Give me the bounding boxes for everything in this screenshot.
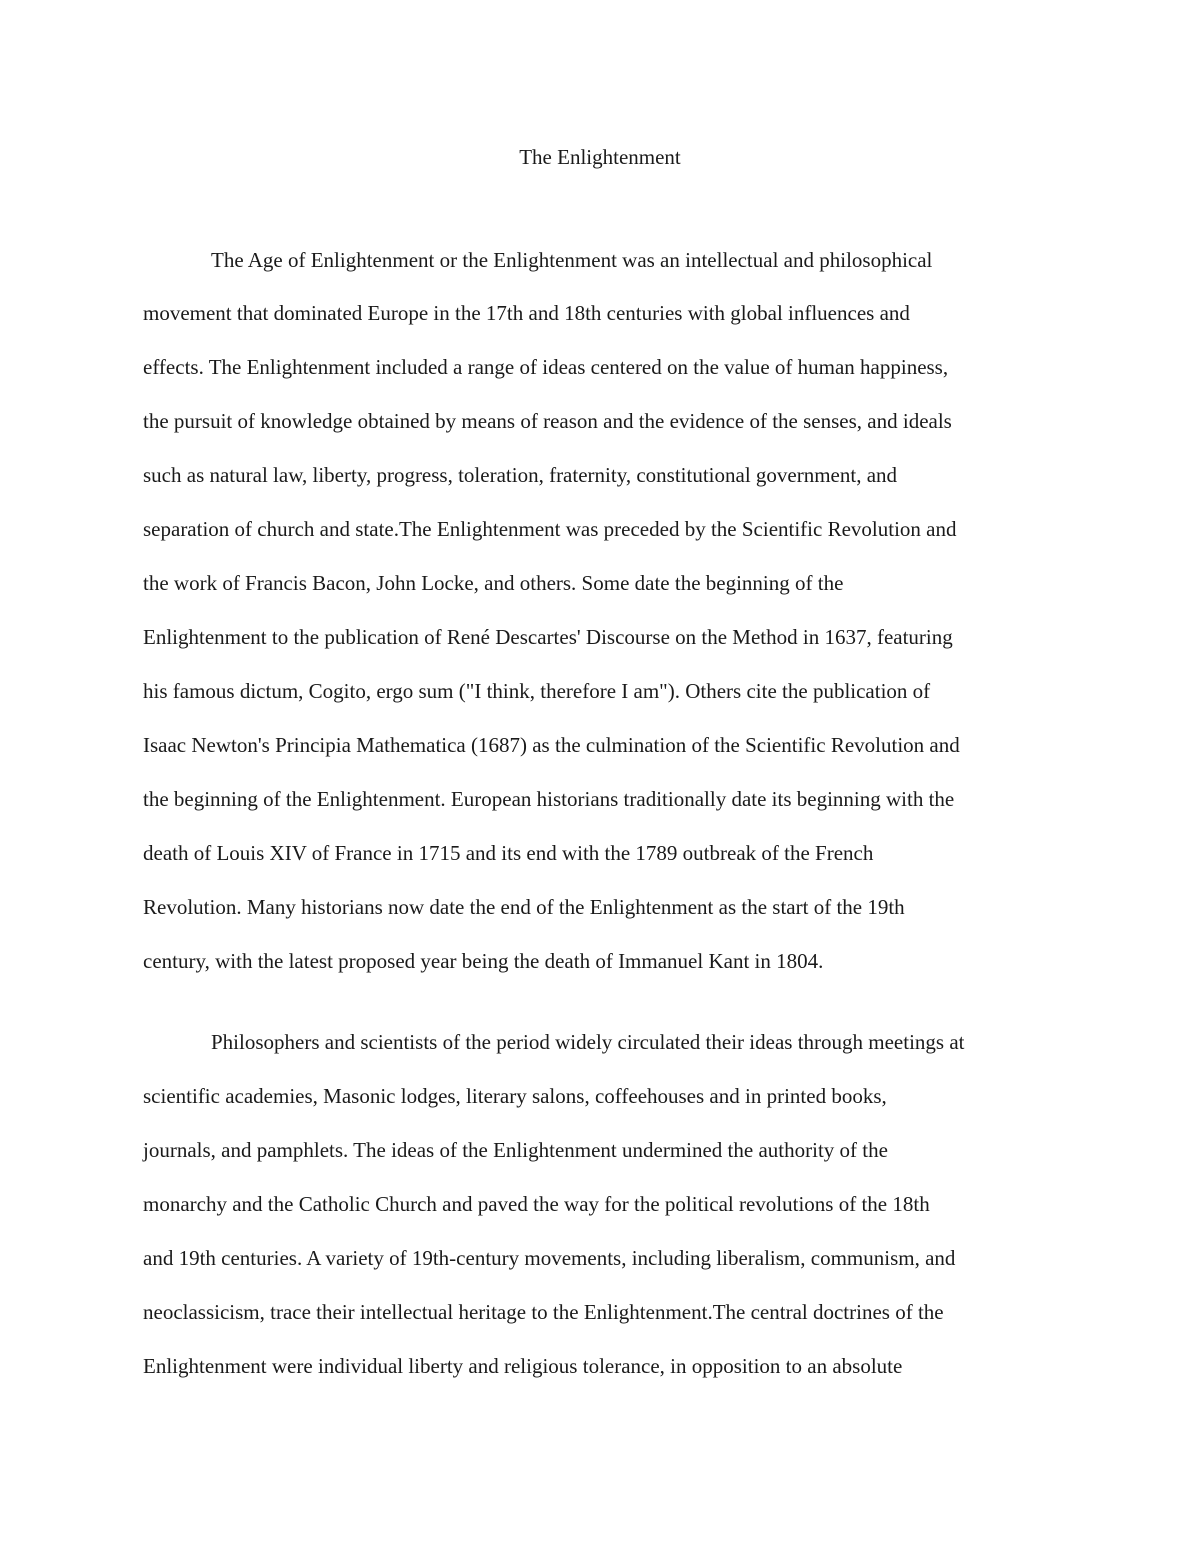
paragraph-line: his famous dictum, Cogito, ergo sum ("I think, therefore I am"). Others cite the publication of — [143, 679, 931, 703]
paragraph-line: Enlightenment were individual liberty and religious tolerance, in opposition to an absolute — [143, 1354, 903, 1378]
paragraph-line: separation of church and state.The Enlightenment was preceded by the Scientific Revolution and — [143, 517, 957, 541]
paragraph-line: death of Louis XIV of France in 1715 and its end with the 1789 outbreak of the French — [143, 841, 874, 865]
paragraph-line: the work of Francis Bacon, John Locke, and others. Some date the beginning of the — [143, 571, 844, 595]
paragraph-line: The Age of Enlightenment or the Enlightenment was an intellectual and philosophical — [211, 248, 933, 272]
document-title: The Enlightenment — [519, 145, 681, 169]
paragraph-line: Enlightenment to the publication of René Descartes' Discourse on the Method in 1637, featuring — [143, 625, 953, 649]
paragraph-line: the beginning of the Enlightenment. European historians traditionally date its beginning with the — [143, 787, 955, 811]
paragraph-line: the pursuit of knowledge obtained by means of reason and the evidence of the senses, and ideals — [143, 409, 952, 433]
paragraph-line: Philosophers and scientists of the period widely circulated their ideas through meetings at — [211, 1030, 965, 1054]
paragraph-line: and 19th centuries. A variety of 19th-century movements, including liberalism, communism, and — [143, 1246, 956, 1270]
paragraph-line: century, with the latest proposed year being the death of Immanuel Kant in 1804. — [143, 949, 824, 973]
paragraph-line: effects. The Enlightenment included a range of ideas centered on the value of human happiness, — [143, 355, 949, 379]
paragraph-line: journals, and pamphlets. The ideas of the Enlightenment undermined the authority of the — [143, 1138, 888, 1162]
paragraph-line: scientific academies, Masonic lodges, literary salons, coffeehouses and in printed books, — [143, 1084, 887, 1108]
paragraph-line: neoclassicism, trace their intellectual heritage to the Enlightenment.The central doctrines of the — [143, 1300, 944, 1324]
paragraph-line: movement that dominated Europe in the 17th and 18th centuries with global influences and — [143, 301, 910, 325]
paragraph-line: monarchy and the Catholic Church and paved the way for the political revolutions of the 18th — [143, 1192, 930, 1216]
paragraph-line: Isaac Newton's Principia Mathematica (1687) as the culmination of the Scientific Revolution and — [143, 733, 960, 757]
paragraph-line: Revolution. Many historians now date the end of the Enlightenment as the start of the 19th — [143, 895, 905, 919]
paragraph-line: such as natural law, liberty, progress, toleration, fraternity, constitutional government, and — [143, 463, 898, 487]
